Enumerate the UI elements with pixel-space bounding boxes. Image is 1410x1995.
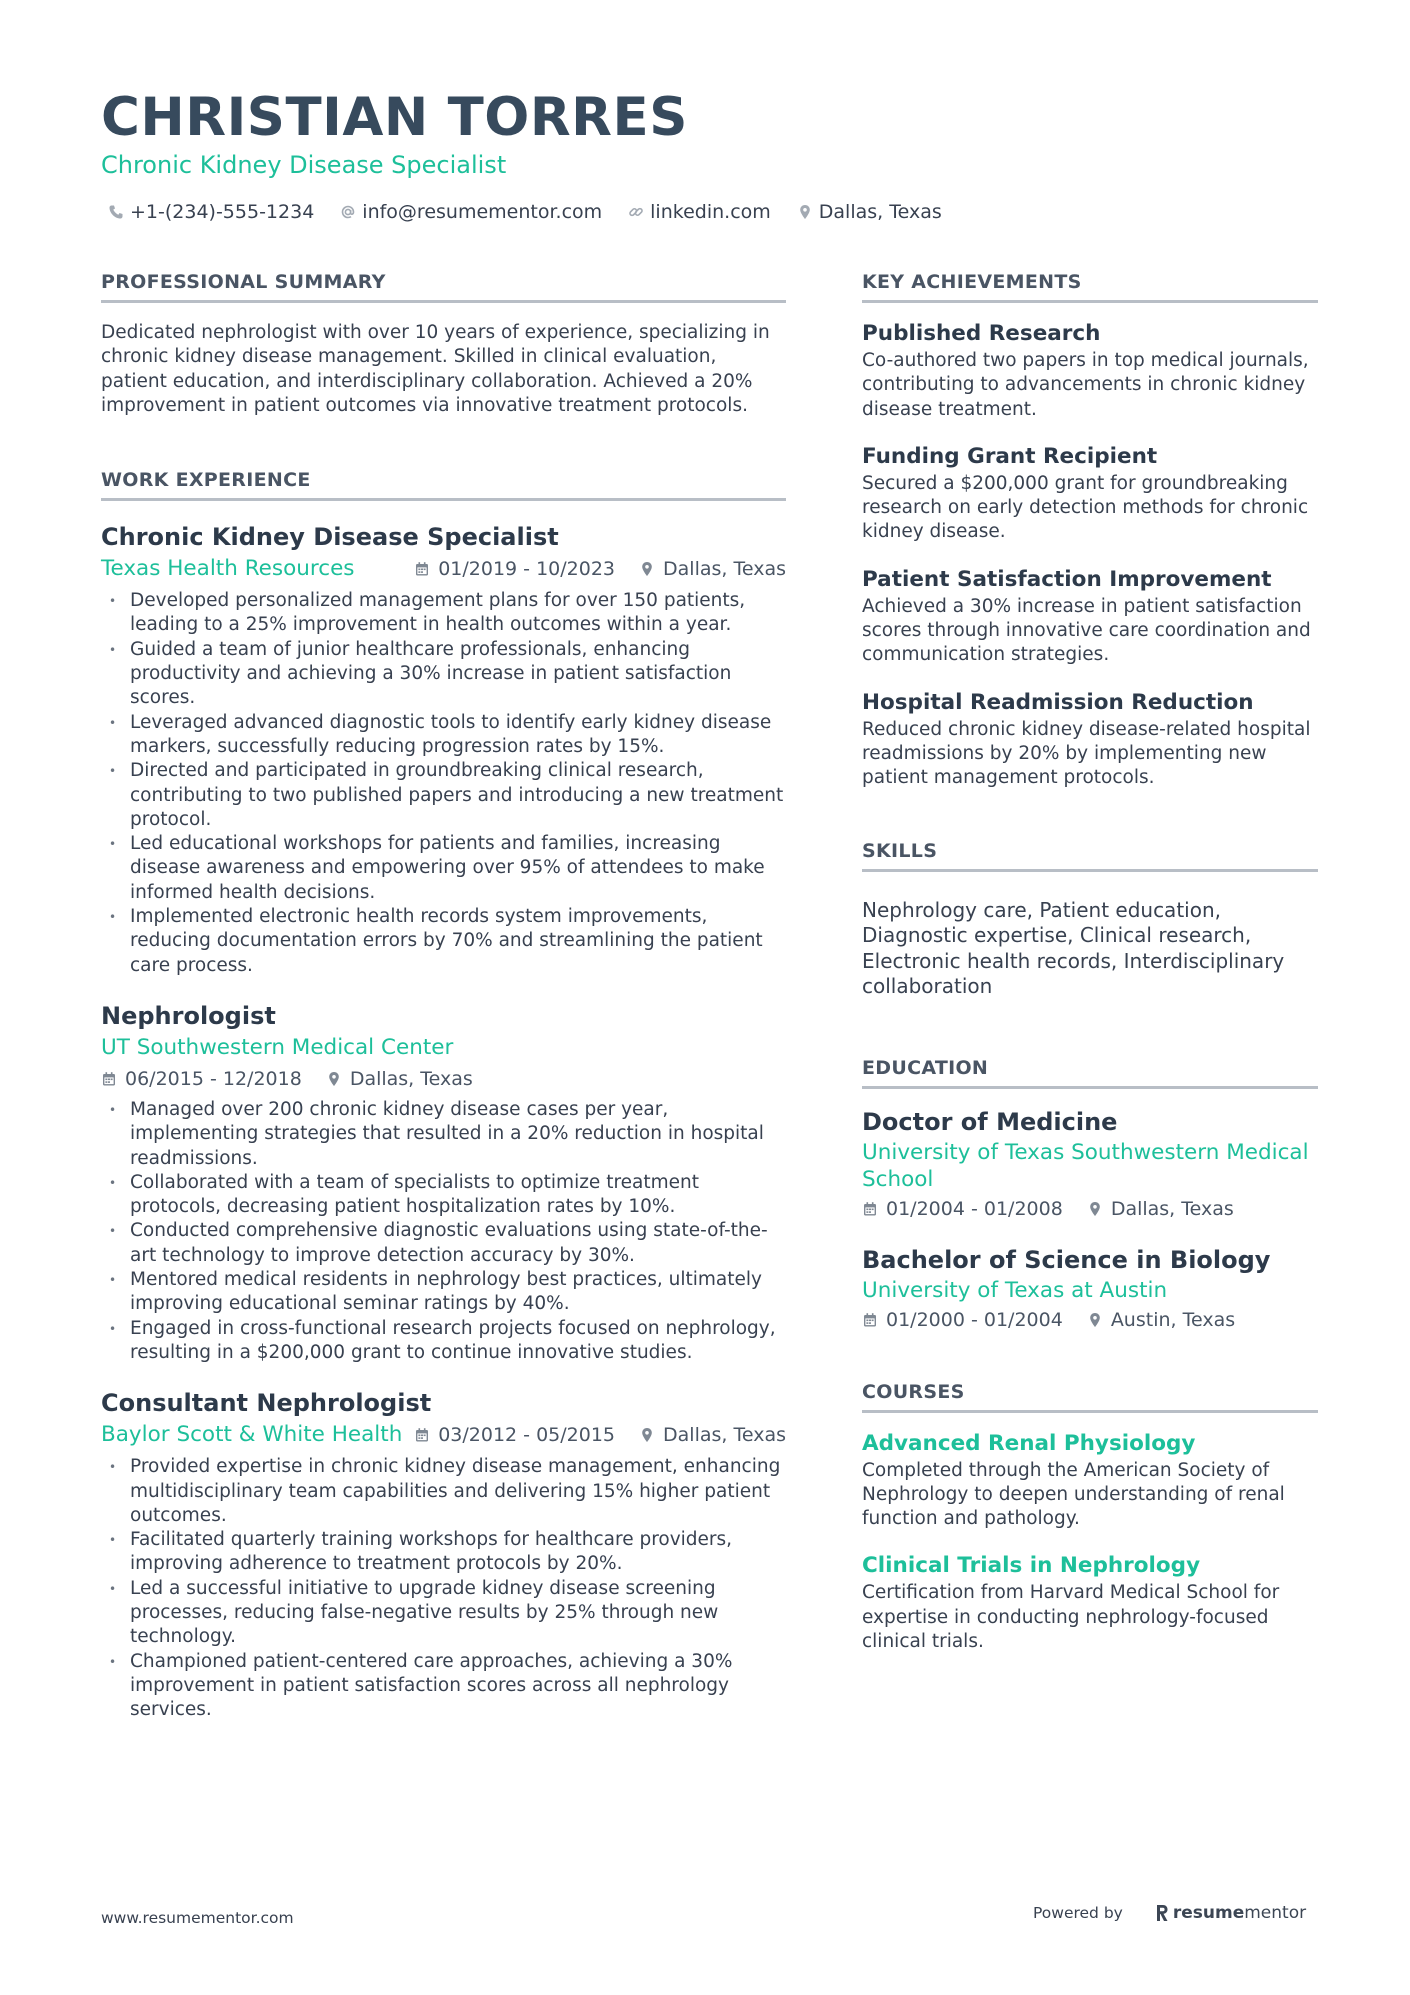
- job-location: [639, 554, 786, 584]
- job-title: Nephrologist: [101, 1001, 276, 1030]
- candidate-title: Chronic Kidney Disease Specialist: [101, 151, 507, 179]
- list-item: • Provided expertise in chronic kidney disease management, enhancing multidisciplinary team capabilities and delivering 15% higher patient outcomes.: [101, 1455, 786, 1528]
- course-title: Clinical Trials in Nephrology: [862, 1553, 1201, 1579]
- skills-section: [862, 839, 1318, 1000]
- list-item: • Conducted comprehensive diagnostic evaluations using state-of-the-art technology to improve detection accuracy by 30%.: [101, 1219, 786, 1268]
- summary-section: [101, 270, 786, 418]
- linkedin-text: linkedin.com: [650, 201, 771, 223]
- job-details: [101, 1064, 786, 1094]
- education-location: [1087, 1304, 1235, 1336]
- company-name: Texas Health Resources: [101, 556, 355, 582]
- calendar-icon: [414, 1427, 430, 1443]
- phone-text: +1-(234)-555-1234: [130, 201, 315, 223]
- list-item: • Championed patient-centered care approaches, achieving a 30% improvement in patient satisfaction scores across all nephrology services.: [101, 1650, 786, 1723]
- job-bullets: [101, 589, 786, 978]
- achievement-text: Co-authored two papers in top medical journals, contributing to advancements in chronic kidney disease treatment.: [862, 350, 1309, 420]
- contact-email[interactable]: [340, 198, 602, 226]
- job-dates-text: 03/2012 - 05/2015: [438, 1424, 616, 1447]
- education-dates: [862, 1304, 1063, 1336]
- list-item: • Managed over 200 chronic kidney disease cases per year, implementing strategies that resulted in a 20% reduction in hospital readmissions.: [101, 1098, 786, 1171]
- brand-resume: resume: [1172, 1903, 1245, 1923]
- courses-section: [862, 1380, 1318, 1655]
- list-item: • Facilitated quarterly training workshops for healthcare providers, improving adherence to treatment protocols by 20%.: [101, 1528, 786, 1577]
- location-pin-icon: [639, 1427, 655, 1443]
- job-bullets: [101, 1455, 786, 1722]
- list-item: • Guided a team of junior healthcare professionals, enhancing productivity and achieving a 30% increase in patient satisfaction scores.: [101, 638, 786, 711]
- location-pin-icon: [1087, 1201, 1103, 1217]
- powered-by-label: Powered by: [1033, 1904, 1123, 1922]
- right-column: [862, 270, 1318, 1654]
- list-item: • Mentored medical residents in nephrology best practices, ultimately improving educational seminar ratings by 40%.: [101, 1268, 786, 1317]
- education-dates-text: 01/2000 - 01/2004: [886, 1308, 1063, 1331]
- list-item: • Implemented electronic health records system improvements, reducing documentation errors by 70% and streamlining the patient care process.: [101, 905, 786, 978]
- job-location-text: Dallas, Texas: [663, 1424, 786, 1447]
- list-item: • Developed personalized management plans for over 150 patients, leading to a 25% improvement in health outcomes within a year.: [101, 589, 786, 638]
- list-item: • Leveraged advanced diagnostic tools to identify early kidney disease markers, successfully reducing progression rates by 15%.: [101, 711, 786, 760]
- calendar-icon: [862, 1201, 878, 1217]
- achievement-item: [862, 319, 1318, 422]
- education-location-text: Dallas, Texas: [1110, 1197, 1234, 1220]
- company-name: UT Southwestern Medical Center: [101, 1034, 454, 1060]
- job-meta: [101, 1419, 786, 1451]
- experience-section: [101, 468, 786, 1722]
- company-name: Baylor Scott & White Health: [101, 1422, 403, 1448]
- education-dates: [862, 1193, 1063, 1225]
- list-item: • Directed and participated in groundbreaking clinical research, contributing to two published papers and introducing a new treatment protocol.: [101, 759, 786, 832]
- courses-heading: COURSES: [862, 1380, 1318, 1413]
- experience-heading: WORK EXPERIENCE: [101, 468, 786, 501]
- achievement-text: Secured a $200,000 grant for groundbreaking research on early detection methods for chronic kidney disease.: [862, 472, 1309, 543]
- job-location: [326, 1064, 473, 1094]
- job-dates: [101, 1064, 302, 1094]
- achievement-text: Reduced chronic kidney disease-related hospital readmissions by 20% by implementing new patient management protocols.: [862, 718, 1311, 789]
- course-text: Certification from Harvard Medical School for expertise in conducting nephrology-focused clinical trials.: [862, 1582, 1280, 1653]
- contact-bar: [108, 198, 942, 226]
- resumementor-logo[interactable]: [1155, 1903, 1306, 1923]
- calendar-icon: [862, 1312, 878, 1328]
- phone-icon: [108, 204, 124, 220]
- contact-linkedin[interactable]: [628, 198, 771, 226]
- achievement-title: Published Research: [862, 321, 1101, 346]
- course-item: [862, 1429, 1318, 1532]
- location-pin-icon: [639, 561, 655, 577]
- job-entry: [101, 1387, 786, 1722]
- achievements-section: [862, 270, 1318, 791]
- job-dates-text: 01/2019 - 10/2023: [438, 558, 616, 581]
- education-details: [862, 1304, 1318, 1336]
- calendar-icon: [101, 1071, 117, 1087]
- footer-url[interactable]: www.resumementor.com: [101, 1909, 294, 1927]
- summary-heading: PROFESSIONAL SUMMARY: [101, 270, 786, 303]
- job-entry: [101, 521, 786, 978]
- skills-heading: SKILLS: [862, 839, 1318, 872]
- list-item: • Led a successful initiative to upgrade kidney disease screening processes, reducing false-negative results by 25% through new technology.: [101, 1577, 786, 1650]
- job-location-text: Dallas, Texas: [349, 1067, 473, 1090]
- job-location: [639, 1420, 786, 1450]
- job-location-text: Dallas, Texas: [663, 558, 786, 581]
- education-section: [862, 1056, 1318, 1336]
- footer-brand: [1033, 1903, 1306, 1923]
- brand-mentor: mentor: [1244, 1903, 1307, 1923]
- resumementor-logo-icon: [1155, 1903, 1169, 1923]
- job-bullets: [101, 1098, 786, 1365]
- education-location: [1087, 1193, 1234, 1225]
- email-text: info@resumementor.com: [362, 201, 603, 223]
- achievement-item: [862, 688, 1318, 791]
- list-item: • Engaged in cross-functional research projects focused on nephrology, resulting in a $200,000 grant to continue innovative studies.: [101, 1317, 786, 1366]
- education-location-text: Austin, Texas: [1110, 1308, 1236, 1331]
- calendar-icon: [414, 561, 430, 577]
- job-dates: [414, 1420, 615, 1450]
- degree-title: Bachelor of Science in Biology: [862, 1245, 1271, 1274]
- education-details: [862, 1193, 1318, 1225]
- job-details: [414, 1420, 786, 1450]
- education-heading: EDUCATION: [862, 1056, 1318, 1089]
- education-item: [862, 1243, 1318, 1336]
- job-dates-text: 06/2015 - 12/2018: [125, 1067, 302, 1090]
- course-title: Advanced Renal Physiology: [862, 1430, 1196, 1456]
- link-icon: [628, 204, 644, 220]
- job-details: [414, 554, 786, 584]
- achievement-item: [862, 565, 1318, 668]
- summary-text: Dedicated nephrologist with over 10 years of experience, specializing in chronic kidney disease management. Skilled in clinical evaluation, patient education, and interdisciplinary collaboration. Achieved a 20% improvement in patient outcomes via innovative treatment protocols.: [101, 322, 770, 416]
- achievement-title: Funding Grant Recipient: [862, 443, 1158, 469]
- achievement-title: Hospital Readmission Reduction: [862, 689, 1254, 715]
- course-item: [862, 1551, 1318, 1654]
- left-column: [101, 270, 786, 1722]
- location-pin-icon: [797, 204, 813, 220]
- location-pin-icon: [1087, 1312, 1103, 1328]
- course-text: Completed through the American Society of Nephrology to deepen understanding of renal function and pathology.: [862, 1459, 1285, 1530]
- skills-text: Nephrology care, Patient education, Diagnostic expertise, Clinical research, Electronic health records, Interdisciplinary collaboration: [862, 897, 1285, 999]
- location-pin-icon: [326, 1071, 342, 1087]
- achievement-text: Achieved a 30% increase in patient satisfaction scores through innovative care coordination and communication strategies.: [862, 595, 1311, 666]
- location-text: Dallas, Texas: [818, 201, 942, 223]
- contact-phone: [108, 198, 314, 226]
- job-dates: [414, 554, 615, 584]
- school-name: University of Texas Southwestern Medical School: [862, 1139, 1309, 1192]
- list-item: • Collaborated with a team of specialists to optimize treatment protocols, decreasing patient hospitalization rates by 10%.: [101, 1171, 786, 1220]
- achievements-heading: KEY ACHIEVEMENTS: [862, 270, 1318, 303]
- job-title: Consultant Nephrologist: [101, 1389, 432, 1418]
- education-dates-text: 01/2004 - 01/2008: [886, 1197, 1063, 1220]
- job-meta: [101, 553, 786, 585]
- school-name: University of Texas at Austin: [862, 1277, 1168, 1303]
- list-item: • Led educational workshops for patients and families, increasing disease awareness and empowering over 95% of attendees to make informed health decisions.: [101, 832, 786, 905]
- candidate-name: CHRISTIAN TORRES: [101, 87, 688, 148]
- education-item: [862, 1105, 1318, 1225]
- at-sign-icon: [340, 204, 356, 220]
- achievement-title: Patient Satisfaction Improvement: [862, 566, 1272, 592]
- job-title: Chronic Kidney Disease Specialist: [101, 523, 559, 552]
- degree-title: Doctor of Medicine: [862, 1107, 1118, 1136]
- contact-location: [797, 198, 942, 226]
- achievement-item: [862, 442, 1318, 545]
- job-entry: [101, 1000, 786, 1365]
